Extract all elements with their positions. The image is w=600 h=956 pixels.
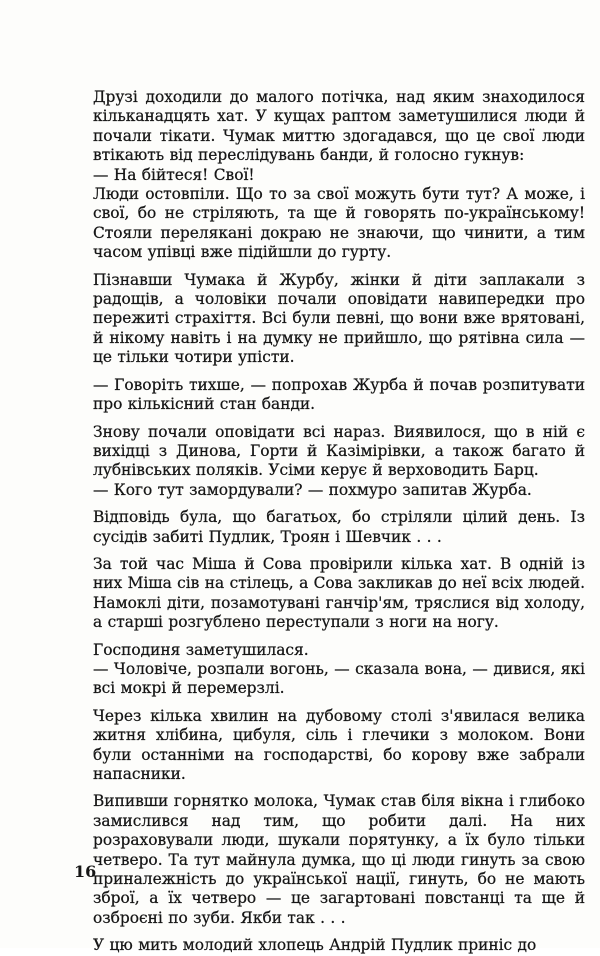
- page-number: 16: [74, 862, 97, 881]
- paragraph: Друзі доходили до малого потічка, над яким знаходилося кільканадцять хат. У кущах раптом заметушилися люди й почали тікати. Чумак миттю здогадався, що це свої люди втікають від переслідувань банди, й голосно гукнув:: [93, 88, 585, 165]
- paragraph: Випивши горнятко молока, Чумак став біля вікна і глибоко замислився над тим, що робити далі. На них розраховували люди, шукали порятунку, а їх було тільки четверо. Та тут майнула думка, що ці люди гинуть за свою приналежність до української нації, гинуть, бо не мають зброї, а їх четверо — це загартовані повстанці та ще й озброєні по зуби. Якби так . . .: [93, 792, 585, 927]
- body-text: [93, 88, 585, 956]
- paragraph: — Говоріть тихше, — попрохав Журба й почав розпитувати про кількісний стан банди.: [93, 375, 585, 414]
- paragraph: Пізнавши Чумака й Журбу, жінки й діти заплакали з радощів, а чоловіки почали оповідати навипередки про пережиті страхіття. Всі були певні, що вони вже врятовані, й нікому навіть і на думку не прийшло, що рятівна сила — це тільки чотири упісти.: [93, 270, 585, 367]
- paragraph: Господиня заметушилася.: [93, 640, 309, 659]
- paragraph: — На бійтеся! Свої!: [93, 165, 255, 184]
- paragraph: Люди остовпіли. Що то за свої можуть бути тут? А може, і свої, бо не стріляють, та ще й говорять по-українському! Стояли перелякані докраю не знаючи, що чинити, а тим часом упівці вже підійшли до гурту.: [93, 185, 585, 262]
- paragraph: Знову почали оповідати всі нараз. Виявилося, що в ній є вихідці з Динова, Горти й Казімірівки, а також багато й лубнівських поляків. Усіми керує й верховодить Барц.: [93, 422, 585, 480]
- paragraph: — Кого тут замордували? — похмуро запитав Журба.: [93, 480, 532, 499]
- paragraph: Відповідь була, що багатьох, бо стріляли цілий день. Із сусідів забиті Пудлик, Троян і Шевчик . . .: [93, 508, 585, 546]
- paragraph: У цю мить молодий хлопець Андрій Пудлик приніс до: [93, 936, 537, 955]
- paragraph: — Чоловіче, розпали вогонь, — сказала вона, — дивися, які всі мокрі й перемерзлі.: [93, 659, 585, 698]
- paragraph: Через кілька хвилин на дубовому столі з'явилася велика житня хлібина, цибуля, сіль і глечики з молоком. Вони були останніми на господарстві, бо корову вже забрали напасники.: [93, 706, 585, 783]
- paragraph: За той час Міша й Сова провірили кілька хат. В одній із них Міша сів на стілець, а Сова закликав до неї всіх людей. Намоклі діти, позамотувані ганчір'ям, тряслися від холоду, а старші розгублено переступали з ноги на ногу.: [93, 554, 585, 632]
